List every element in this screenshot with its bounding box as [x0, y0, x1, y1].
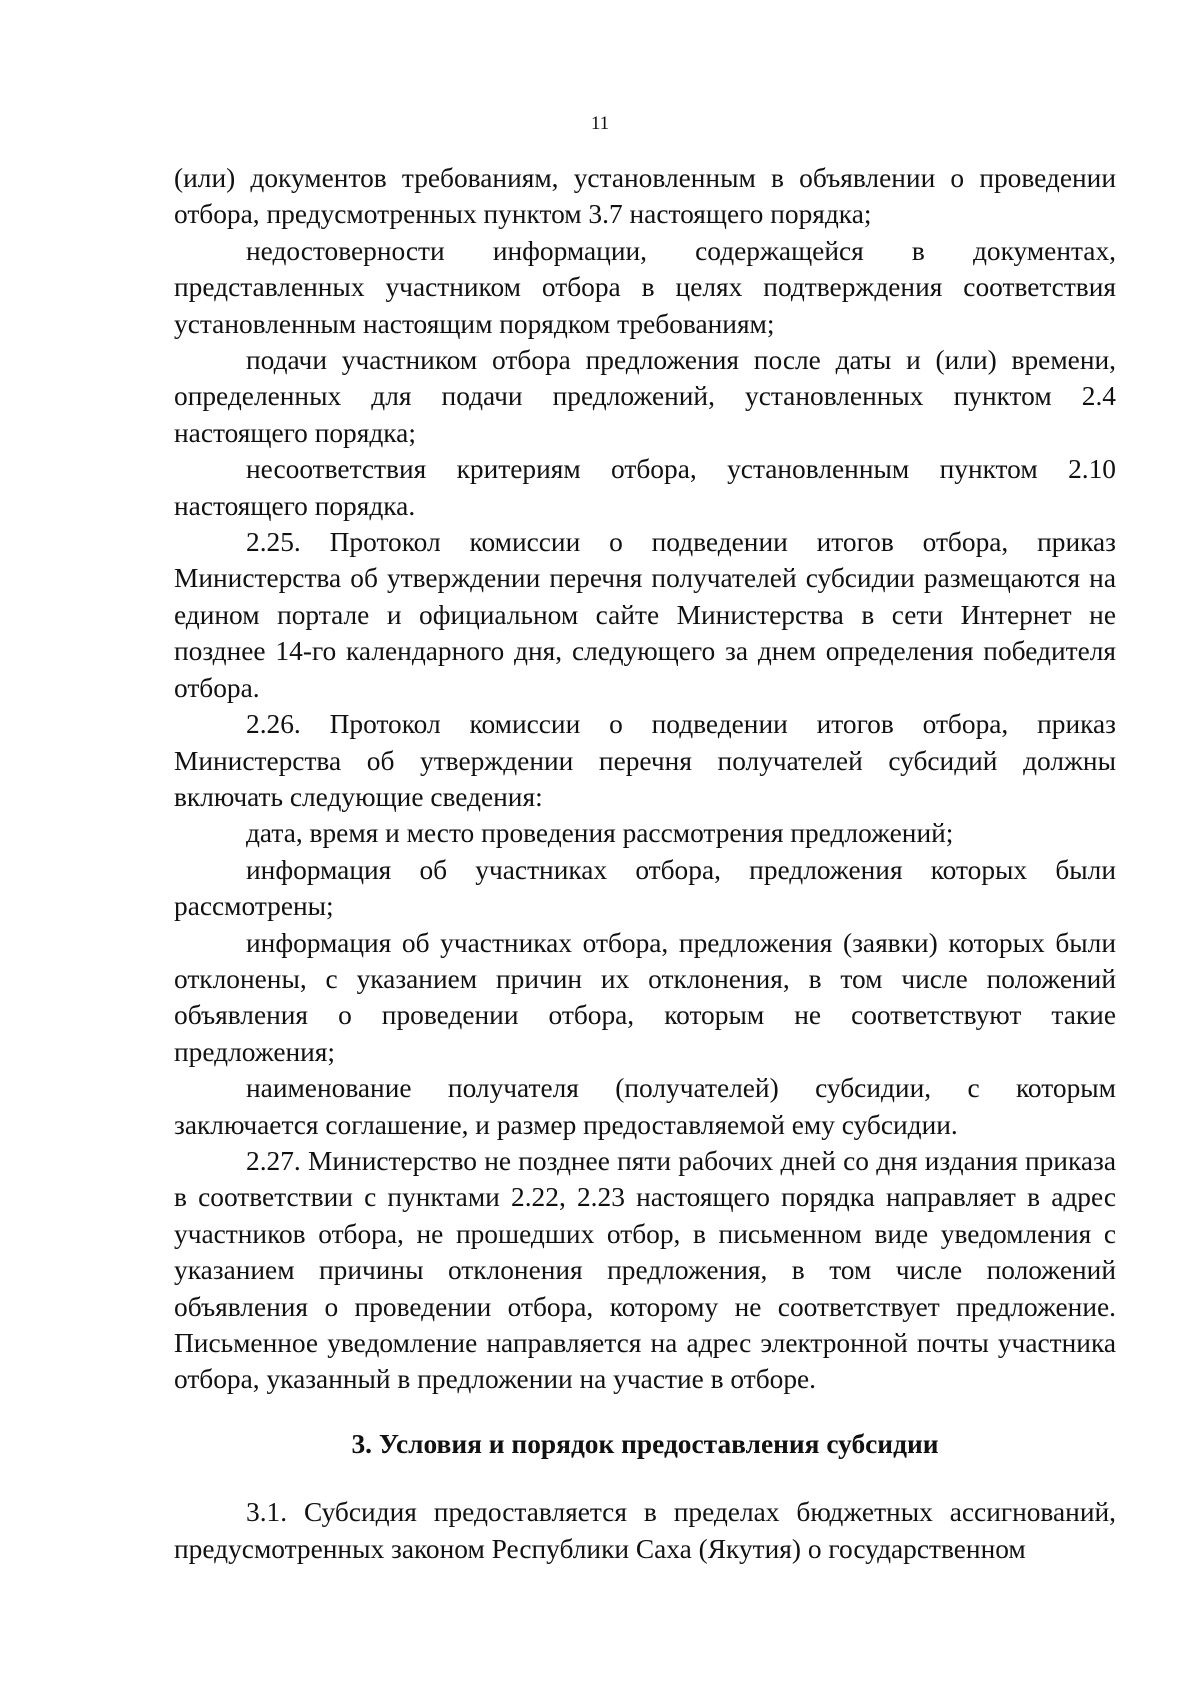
- paragraph-item: несоответствия критериям отбора, установленным пунктом 2.10 настоящего порядка.: [174, 454, 1116, 521]
- paragraph-item: информация об участниках отбора, предложения которых были рассмотрены;: [174, 854, 1116, 922]
- paragraph-item: недостоверности информации, содержащейся в документах, представленных участником отбора в целях подтверждения соответствия установленным настоящим порядком требованиям;: [174, 235, 1116, 339]
- page-number: 11: [590, 113, 610, 134]
- paragraph-clause-2-27: 2.27. Министерство не позднее пяти рабочих дней со дня издания приказа в соответствии с пунктами 2.22, 2.23 настоящего порядка направляет в адрес участников отбора, не прошедших отбор, в письменном виде уведомления с указанием причины отклонения предложения, в том числе положений объявления о проведении отбора, которому не соответствует предложение. Письменное уведомление направляется на адрес электронной почты участника отбора, указанный в предложении на участие в отборе.: [174, 1145, 1116, 1395]
- paragraph-item: наименование получателя (получателей) субсидии, с которым заключается соглашение, и размер предоставляемой ему субсидии.: [174, 1073, 1116, 1140]
- document-body: [174, 160, 1116, 1567]
- section-heading: 3. Условия и порядок предоставления субсидии: [351, 1428, 939, 1459]
- paragraph-clause-2-26: 2.26. Протокол комиссии о подведении итогов отбора, приказ Министерства об утверждении перечня получателей субсидий должны включать следующие сведения:: [174, 709, 1116, 812]
- paragraph-continuation: (или) документов требованиям, установленным в объявлении о проведении отбора, предусмотренных пунктом 3.7 настоящего порядка;: [174, 163, 1116, 230]
- paragraph-item: дата, время и место проведения рассмотрения предложений;: [246, 818, 954, 849]
- paragraph-clause-3-1: 3.1. Субсидия предоставляется в пределах бюджетных ассигнований, предусмотренных законом Республики Саха (Якутия) о государственном: [174, 1497, 1116, 1564]
- paragraph-item: подачи участником отбора предложения после даты и (или) времени, определенных для подачи предложений, установленных пунктом 2.4 настоящего порядка;: [174, 345, 1116, 448]
- paragraph-clause-2-25: 2.25. Протокол комиссии о подведении итогов отбора, приказ Министерства об утверждении перечня получателей субсидии размещаются на едином портале и официальном сайте Министерства в сети Интернет не позднее 14-го календарного дня, следующего за днем определения победителя отбора.: [174, 527, 1116, 703]
- paragraph-item: информация об участниках отбора, предложения (заявки) которых были отклонены, с указанием причин их отклонения, в том числе положений объявления о проведении отбора, которым не соответствуют такие предложения;: [174, 927, 1116, 1067]
